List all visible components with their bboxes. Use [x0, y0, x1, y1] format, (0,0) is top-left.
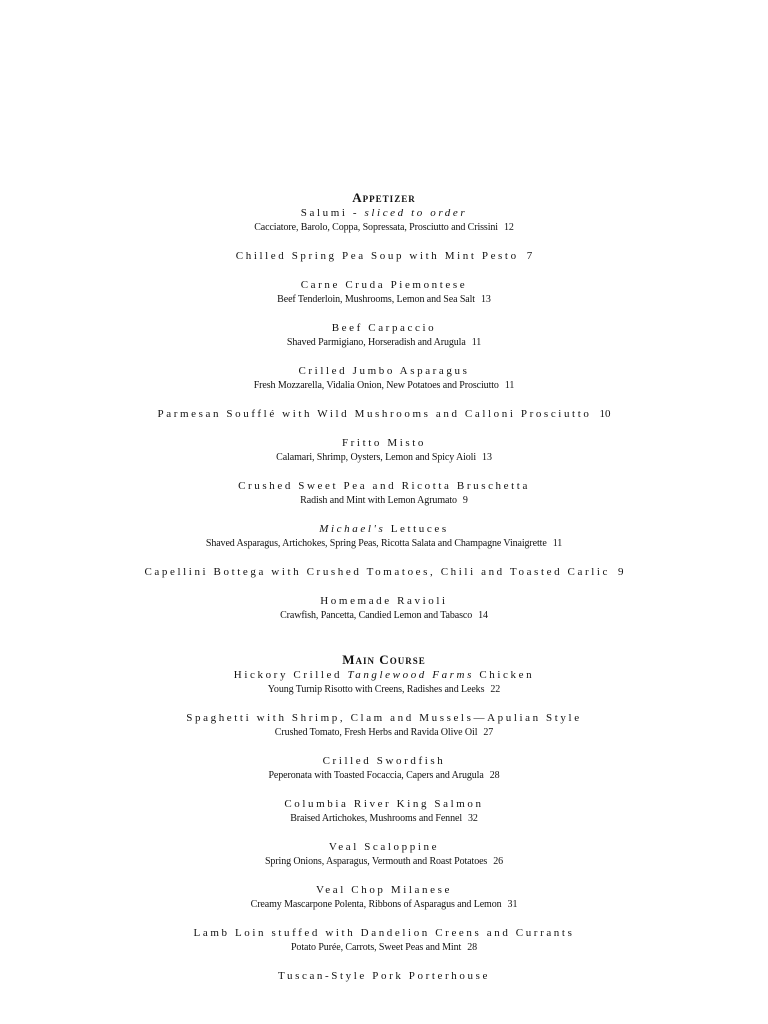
item-name: Crilled Swordfish — [322, 755, 446, 767]
item-description: Peperonata with Toasted Focaccia, Capers and Arugula — [268, 770, 484, 781]
item-price: 13 — [481, 294, 491, 305]
item-description: Crawfish, Pancetta, Candied Lemon and Tabasco — [280, 610, 473, 621]
menu-item-lettuces — [0, 522, 768, 551]
item-name-italic: Tanglewood Farms — [347, 669, 474, 681]
appetizer-list — [0, 249, 768, 508]
item-name: Chilled Spring Pea Soup with Mint Pesto — [235, 250, 519, 262]
item-price: 11 — [471, 337, 482, 348]
appetizer-heading: Appetizer — [352, 190, 416, 205]
item-description: Beef Tenderloin, Mushrooms, Lemon and Sea Salt — [277, 294, 475, 305]
item-description: Fresh Mozzarella, Vidalia Onion, New Potatoes and Prosciutto — [253, 380, 499, 391]
item-name-post: Chicken — [479, 669, 535, 681]
item-description: Creamy Mascarpone Polenta, Ribbons of Asparagus and Lemon — [250, 899, 502, 910]
item-description: Radish and Mint with Lemon Agrumato — [300, 495, 457, 506]
item-description: Calamari, Shrimp, Oysters, Lemon and Spicy Aioli — [276, 452, 477, 463]
item-description: Young Turnip Risotto with Creens, Radishes and Leeks — [267, 684, 485, 695]
item-price: 9 — [462, 495, 468, 506]
item-price: 10 — [599, 408, 611, 420]
item-name: Hickory Crilled — [233, 669, 343, 681]
menu-item — [0, 364, 768, 393]
item-name: Lamb Loin stuffed with Dandelion Creens and Currants — [193, 927, 575, 939]
main-course-list — [0, 711, 768, 984]
item-name: Lettuces — [390, 523, 449, 535]
item-description: Cacciatore, Barolo, Coppa, Sopressata, Prosciutto and Crissini — [254, 222, 498, 233]
menu-item — [0, 436, 768, 465]
item-price: 31 — [507, 899, 518, 910]
item-price: 9 — [618, 566, 624, 578]
item-price: 11 — [552, 538, 563, 549]
menu-item — [0, 711, 768, 740]
appetizer-list-2 — [0, 565, 768, 623]
menu-item — [0, 883, 768, 912]
item-price: 22 — [490, 684, 501, 695]
item-name: Beef Carpaccio — [331, 322, 437, 334]
item-name: Spaghetti with Shrimp, Clam and Mussels—Apulian Style — [186, 712, 582, 724]
menu — [0, 190, 768, 998]
item-description: Braised Artichokes, Mushrooms and Fennel — [290, 813, 462, 824]
item-name: Homemade Ravioli — [320, 595, 448, 607]
item-name-italic: Michael's — [319, 523, 386, 535]
item-price: 26 — [493, 856, 504, 867]
item-name-note: sliced to order — [364, 207, 468, 219]
item-price: 11 — [504, 380, 515, 391]
menu-item — [0, 797, 768, 826]
menu-item — [0, 565, 768, 580]
item-description: Spring Onions, Asparagus, Vermouth and Roast Potatoes — [264, 856, 488, 867]
item-name: Tuscan-Style Pork Porterhouse — [278, 970, 490, 982]
item-description: Shaved Asparagus, Artichokes, Spring Peas, Ricotta Salata and Champagne Vinaigrette — [205, 538, 547, 549]
main-course-heading: Main Course — [342, 652, 426, 667]
item-price: 7 — [526, 250, 533, 262]
menu-item-chicken — [0, 668, 768, 697]
menu-item — [0, 594, 768, 623]
menu-item-salumi — [0, 206, 768, 235]
menu-item — [0, 479, 768, 508]
menu-item — [0, 969, 768, 984]
item-price: 27 — [483, 727, 494, 738]
item-price: 32 — [468, 813, 478, 824]
menu-item — [0, 754, 768, 783]
menu-item — [0, 278, 768, 307]
item-description: Shaved Parmigiano, Horseradish and Arugula — [286, 337, 466, 348]
menu-item — [0, 407, 768, 422]
item-name: Columbia River King Salmon — [284, 798, 484, 810]
item-name: Salumi - — [300, 207, 360, 219]
menu-item — [0, 249, 768, 264]
item-name: Fritto Misto — [341, 437, 427, 449]
menu-item — [0, 321, 768, 350]
item-name: Veal Chop Milanese — [315, 884, 452, 896]
menu-item — [0, 840, 768, 869]
item-name: Crushed Sweet Pea and Ricotta Bruschetta — [238, 480, 530, 492]
item-name: Carne Cruda Piemontese — [300, 279, 468, 291]
item-price: 28 — [489, 770, 500, 781]
item-price: 28 — [467, 942, 478, 953]
item-price: 12 — [503, 222, 514, 233]
menu-item — [0, 926, 768, 955]
item-name: Parmesan Soufflé with Wild Mushrooms and Calloni Prosciutto — [157, 408, 592, 420]
item-name: Capellini Bottega with Crushed Tomatoes, Chili and Toasted Carlic — [144, 566, 611, 578]
item-price: 14 — [478, 610, 488, 621]
item-description: Crushed Tomato, Fresh Herbs and Ravida Olive Oil — [274, 727, 478, 738]
item-name: Crilled Jumbo Asparagus — [298, 365, 470, 377]
item-price: 13 — [482, 452, 492, 463]
item-description: Potato Purée, Carrots, Sweet Peas and Mint — [290, 942, 462, 953]
item-name: Veal Scaloppine — [328, 841, 440, 853]
